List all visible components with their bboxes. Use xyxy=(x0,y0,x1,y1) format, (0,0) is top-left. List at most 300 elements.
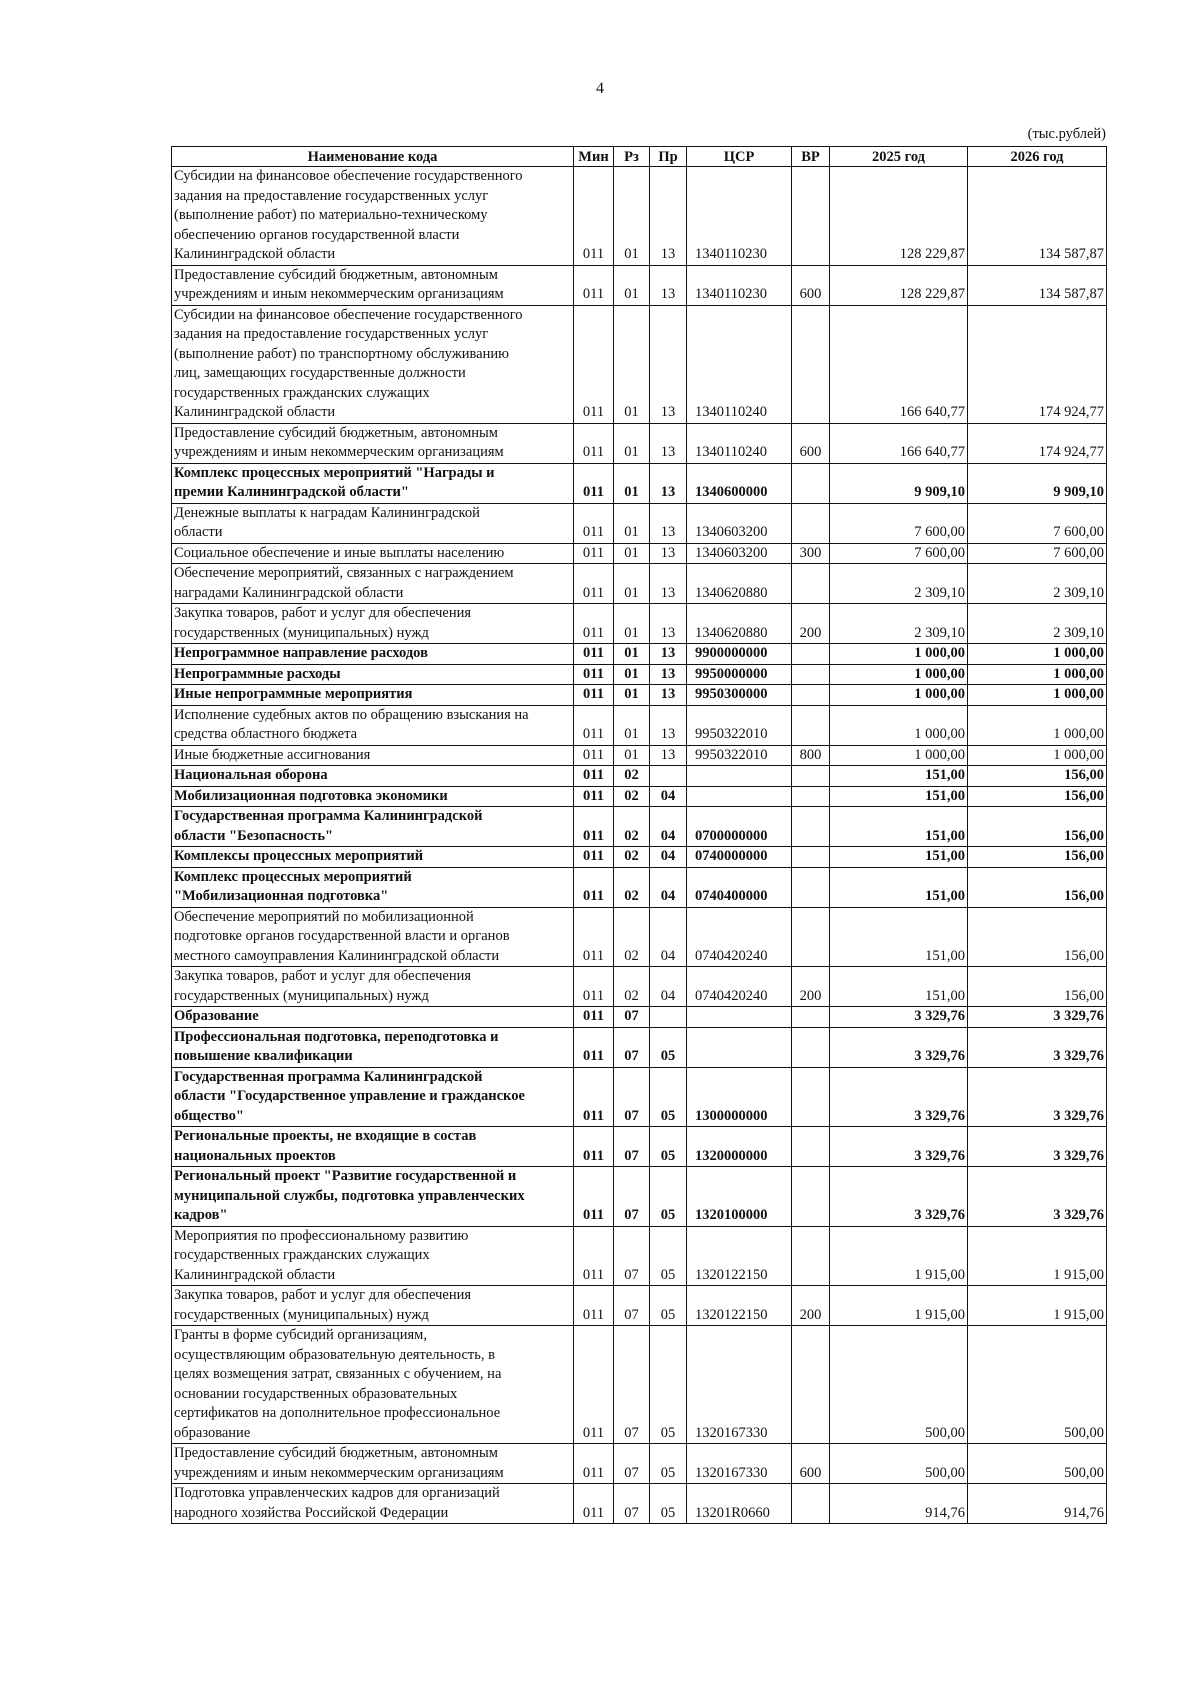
cell-csr: 9950322010 xyxy=(687,745,792,766)
cell-name xyxy=(172,1167,574,1227)
name-line: народного хозяйства Российской Федерации xyxy=(174,1504,449,1521)
cell-pr: 13 xyxy=(650,604,687,644)
cell-2026: 3 329,76 xyxy=(968,1007,1107,1028)
cell-vr xyxy=(792,664,830,685)
cell-2025: 3 329,76 xyxy=(830,1167,968,1227)
cell-name xyxy=(172,265,574,305)
cell-vr xyxy=(792,907,830,967)
table-row xyxy=(172,543,1107,564)
table-row xyxy=(172,664,1107,685)
cell-vr xyxy=(792,766,830,787)
cell-rz: 07 xyxy=(614,1484,650,1524)
cell-min: 011 xyxy=(574,1167,614,1227)
cell-name xyxy=(172,305,574,423)
name-line: государственных (муниципальных) нужд xyxy=(174,624,429,641)
cell-min: 011 xyxy=(574,1067,614,1127)
cell-2026: 134 587,87 xyxy=(968,265,1107,305)
name-line: учреждениям и иным некоммерческим организациям xyxy=(174,444,504,460)
name-line: учреждениям и иным некоммерческим организациям xyxy=(174,1464,504,1481)
header-row xyxy=(172,147,1107,167)
cell-pr: 13 xyxy=(650,745,687,766)
cell-csr xyxy=(687,766,792,787)
name-line: Исполнение судебных актов по обращению взыскания на xyxy=(174,706,529,723)
cell-pr: 05 xyxy=(650,1067,687,1127)
cell-2026: 134 587,87 xyxy=(968,167,1107,266)
cell-min: 011 xyxy=(574,1127,614,1167)
cell-vr xyxy=(792,1226,830,1286)
name-line: (выполнение работ) по транспортному обслуживанию xyxy=(174,345,509,362)
cell-csr: 1320000000 xyxy=(687,1127,792,1167)
name-line: средства областного бюджета xyxy=(174,726,358,742)
cell-2025: 914,76 xyxy=(830,1484,968,1524)
table-row xyxy=(172,423,1107,463)
name-line: Закупка товаров, работ и услуг для обеспечения xyxy=(174,968,472,984)
cell-2025: 151,00 xyxy=(830,807,968,847)
cell-rz: 01 xyxy=(614,685,650,706)
name-line: задания на предоставление государственных услуг xyxy=(174,187,489,204)
name-line: государственных гражданских служащих xyxy=(174,1247,430,1263)
cell-vr xyxy=(792,786,830,807)
cell-rz: 01 xyxy=(614,503,650,543)
cell-pr: 04 xyxy=(650,847,687,868)
cell-2026: 174 924,77 xyxy=(968,305,1107,423)
name-line: учреждениям и иным некоммерческим организациям xyxy=(174,286,504,302)
cell-rz: 01 xyxy=(614,745,650,766)
cell-pr: 13 xyxy=(650,685,687,706)
cell-rz: 01 xyxy=(614,463,650,503)
cell-2025: 151,00 xyxy=(830,967,968,1007)
cell-pr: 04 xyxy=(650,967,687,1007)
cell-rz: 07 xyxy=(614,1127,650,1167)
name-line: образование xyxy=(174,1424,251,1441)
cell-min: 011 xyxy=(574,847,614,868)
cell-name xyxy=(172,664,574,685)
name-line: наградами Калининградской области xyxy=(174,584,404,601)
cell-2025: 500,00 xyxy=(830,1326,968,1444)
table-row xyxy=(172,1027,1107,1067)
cell-min: 011 xyxy=(574,167,614,266)
cell-vr xyxy=(792,705,830,745)
header-name: Наименование кода xyxy=(172,147,574,167)
cell-pr: 13 xyxy=(650,664,687,685)
cell-name xyxy=(172,705,574,745)
name-line: области "Безопасность" xyxy=(174,827,334,844)
cell-min: 011 xyxy=(574,423,614,463)
header-2025: 2025 год xyxy=(830,147,968,167)
cell-name xyxy=(172,745,574,766)
cell-min: 011 xyxy=(574,644,614,665)
cell-pr: 05 xyxy=(650,1286,687,1326)
name-line: Калининградской области xyxy=(174,1266,336,1283)
cell-min: 011 xyxy=(574,705,614,745)
cell-csr: 1340600000 xyxy=(687,463,792,503)
name-line: Комплекс процессных мероприятий xyxy=(174,868,412,885)
cell-csr: 0740400000 xyxy=(687,867,792,907)
cell-pr: 13 xyxy=(650,543,687,564)
table-body xyxy=(172,167,1107,1524)
cell-pr: 05 xyxy=(650,1484,687,1524)
cell-name xyxy=(172,685,574,706)
cell-2025: 2 309,10 xyxy=(830,564,968,604)
name-line: "Мобилизационная подготовка" xyxy=(174,888,389,904)
name-line: Гранты в форме субсидий организациям, xyxy=(174,1327,427,1343)
cell-pr: 13 xyxy=(650,167,687,266)
name-line: Непрограммное направление расходов xyxy=(174,645,428,661)
name-line: Комплексы процессных мероприятий xyxy=(174,848,424,864)
cell-vr: 800 xyxy=(792,745,830,766)
cell-2026: 1 915,00 xyxy=(968,1286,1107,1326)
cell-pr: 05 xyxy=(650,1167,687,1227)
name-line: Предоставление субсидий бюджетным, автономным xyxy=(174,424,498,441)
cell-min: 011 xyxy=(574,543,614,564)
name-line: Национальная оборона xyxy=(174,767,328,783)
cell-vr xyxy=(792,1326,830,1444)
cell-2026: 174 924,77 xyxy=(968,423,1107,463)
cell-2025: 7 600,00 xyxy=(830,503,968,543)
cell-pr xyxy=(650,766,687,787)
name-line: целях возмещения затрат, связанных с обучением, на xyxy=(174,1366,502,1382)
cell-pr: 04 xyxy=(650,907,687,967)
cell-name xyxy=(172,1226,574,1286)
cell-pr: 13 xyxy=(650,564,687,604)
cell-min: 011 xyxy=(574,766,614,787)
table-row xyxy=(172,503,1107,543)
cell-name xyxy=(172,1067,574,1127)
cell-csr: 9900000000 xyxy=(687,644,792,665)
table-row xyxy=(172,685,1107,706)
name-line: Закупка товаров, работ и услуг для обеспечения xyxy=(174,605,472,621)
cell-rz: 02 xyxy=(614,786,650,807)
table-row xyxy=(172,604,1107,644)
cell-2025: 1 000,00 xyxy=(830,685,968,706)
cell-2025: 151,00 xyxy=(830,766,968,787)
name-line: осуществляющим образовательную деятельность, в xyxy=(174,1346,495,1363)
cell-csr: 1300000000 xyxy=(687,1067,792,1127)
cell-rz: 07 xyxy=(614,1067,650,1127)
cell-rz: 02 xyxy=(614,807,650,847)
cell-min: 011 xyxy=(574,1007,614,1028)
table-row xyxy=(172,463,1107,503)
name-line: Региональный проект "Развитие государственной и xyxy=(174,1168,517,1184)
table-row xyxy=(172,745,1107,766)
cell-min: 011 xyxy=(574,1226,614,1286)
cell-vr xyxy=(792,503,830,543)
cell-2026: 9 909,10 xyxy=(968,463,1107,503)
name-line: Обеспечение мероприятий, связанных с награждением xyxy=(174,565,514,581)
name-line: Образование xyxy=(174,1008,259,1024)
cell-csr: 1340110230 xyxy=(687,265,792,305)
header-pr: Пр xyxy=(650,147,687,167)
cell-rz: 07 xyxy=(614,1007,650,1028)
cell-vr xyxy=(792,1167,830,1227)
cell-vr xyxy=(792,167,830,266)
cell-2026: 914,76 xyxy=(968,1484,1107,1524)
name-line: Субсидии на финансовое обеспечение государственного xyxy=(174,168,523,184)
cell-csr: 1340620880 xyxy=(687,564,792,604)
name-line: общество" xyxy=(174,1107,244,1124)
cell-2025: 3 329,76 xyxy=(830,1067,968,1127)
cell-rz: 01 xyxy=(614,705,650,745)
name-line: Социальное обеспечение и иные выплаты населению xyxy=(174,544,505,561)
cell-name xyxy=(172,847,574,868)
cell-2025: 128 229,87 xyxy=(830,265,968,305)
cell-csr: 1320167330 xyxy=(687,1326,792,1444)
header-min: Мин xyxy=(574,147,614,167)
table-row xyxy=(172,1007,1107,1028)
table-row xyxy=(172,167,1107,266)
cell-csr xyxy=(687,1007,792,1028)
name-line: Обеспечение мероприятий по мобилизационной xyxy=(174,908,474,925)
cell-pr: 04 xyxy=(650,807,687,847)
cell-2025: 7 600,00 xyxy=(830,543,968,564)
cell-name xyxy=(172,907,574,967)
cell-rz: 07 xyxy=(614,1226,650,1286)
cell-pr: 13 xyxy=(650,265,687,305)
cell-2026: 156,00 xyxy=(968,847,1107,868)
cell-2026: 156,00 xyxy=(968,807,1107,847)
cell-pr: 13 xyxy=(650,503,687,543)
cell-rz: 07 xyxy=(614,1444,650,1484)
cell-2026: 500,00 xyxy=(968,1444,1107,1484)
table-row xyxy=(172,1286,1107,1326)
name-line: Непрограммные расходы xyxy=(174,665,341,682)
cell-csr: 9950322010 xyxy=(687,705,792,745)
cell-min: 011 xyxy=(574,807,614,847)
table-row xyxy=(172,867,1107,907)
cell-2026: 500,00 xyxy=(968,1326,1107,1444)
page-number: 4 xyxy=(596,80,604,97)
name-line: Государственная программа Калининградской xyxy=(174,808,483,824)
cell-2026: 3 329,76 xyxy=(968,1167,1107,1227)
cell-min: 011 xyxy=(574,463,614,503)
cell-pr xyxy=(650,1007,687,1028)
name-line: Иные непрограммные мероприятия xyxy=(174,686,413,702)
cell-vr xyxy=(792,564,830,604)
name-line: государственных (муниципальных) нужд xyxy=(174,987,429,1004)
budget-table xyxy=(171,146,1107,1524)
cell-name xyxy=(172,503,574,543)
cell-rz: 01 xyxy=(614,265,650,305)
name-line: Калининградской области xyxy=(174,404,336,420)
cell-2026: 156,00 xyxy=(968,766,1107,787)
cell-name xyxy=(172,1007,574,1028)
table-row xyxy=(172,807,1107,847)
cell-name xyxy=(172,463,574,503)
cell-2025: 166 640,77 xyxy=(830,305,968,423)
cell-rz: 07 xyxy=(614,1167,650,1227)
cell-2026: 1 000,00 xyxy=(968,685,1107,706)
cell-2025: 1 915,00 xyxy=(830,1286,968,1326)
name-line: обеспечению органов государственной власти xyxy=(174,226,460,243)
cell-2026: 3 329,76 xyxy=(968,1027,1107,1067)
cell-rz: 01 xyxy=(614,305,650,423)
header-rz: Рз xyxy=(614,147,650,167)
name-line: государственных гражданских служащих xyxy=(174,384,430,401)
cell-rz: 01 xyxy=(614,664,650,685)
cell-pr: 13 xyxy=(650,644,687,665)
cell-vr: 600 xyxy=(792,1444,830,1484)
name-line: Региональные проекты, не входящие в состав xyxy=(174,1128,477,1144)
name-line: области "Государственное управление и гражданское xyxy=(174,1088,525,1104)
cell-name xyxy=(172,644,574,665)
table-row xyxy=(172,265,1107,305)
cell-vr: 200 xyxy=(792,967,830,1007)
cell-csr: 1340620880 xyxy=(687,604,792,644)
cell-2025: 1 000,00 xyxy=(830,644,968,665)
cell-name xyxy=(172,543,574,564)
cell-pr: 04 xyxy=(650,786,687,807)
name-line: задания на предоставление государственных услуг xyxy=(174,326,489,342)
cell-2025: 3 329,76 xyxy=(830,1007,968,1028)
cell-min: 011 xyxy=(574,503,614,543)
cell-min: 011 xyxy=(574,907,614,967)
cell-pr: 05 xyxy=(650,1027,687,1067)
cell-csr: 1340110240 xyxy=(687,305,792,423)
unit-note: (тыс.рублей) xyxy=(1027,126,1106,142)
cell-2026: 1 000,00 xyxy=(968,745,1107,766)
name-line: сертификатов на дополнительное профессиональное xyxy=(174,1405,501,1421)
table-row xyxy=(172,305,1107,423)
cell-name xyxy=(172,1484,574,1524)
cell-name xyxy=(172,167,574,266)
table-row xyxy=(172,705,1107,745)
cell-2026: 1 000,00 xyxy=(968,705,1107,745)
cell-csr: 0740420240 xyxy=(687,907,792,967)
name-line: Предоставление субсидий бюджетным, автономным xyxy=(174,266,498,283)
name-line: Предоставление субсидий бюджетным, автономным xyxy=(174,1445,498,1461)
cell-2026: 156,00 xyxy=(968,907,1107,967)
table-row xyxy=(172,1127,1107,1167)
cell-2026: 156,00 xyxy=(968,867,1107,907)
cell-vr xyxy=(792,1027,830,1067)
name-line: муниципальной службы, подготовка управленческих xyxy=(174,1187,525,1204)
table-row xyxy=(172,1444,1107,1484)
cell-vr: 200 xyxy=(792,604,830,644)
cell-pr: 13 xyxy=(650,305,687,423)
cell-vr: 300 xyxy=(792,543,830,564)
cell-2026: 2 309,10 xyxy=(968,604,1107,644)
cell-min: 011 xyxy=(574,745,614,766)
cell-rz: 01 xyxy=(614,543,650,564)
name-line: Иные бюджетные ассигнования xyxy=(174,746,371,763)
cell-csr: 13201R0660 xyxy=(687,1484,792,1524)
table-row xyxy=(172,786,1107,807)
cell-vr xyxy=(792,463,830,503)
cell-rz: 01 xyxy=(614,644,650,665)
cell-name xyxy=(172,1444,574,1484)
cell-csr xyxy=(687,786,792,807)
cell-vr xyxy=(792,1007,830,1028)
name-line: повышение квалификации xyxy=(174,1048,353,1064)
cell-2025: 3 329,76 xyxy=(830,1127,968,1167)
header-csr: ЦСР xyxy=(687,147,792,167)
cell-2025: 1 915,00 xyxy=(830,1226,968,1286)
table-row xyxy=(172,644,1107,665)
cell-name xyxy=(172,967,574,1007)
cell-csr: 1320122150 xyxy=(687,1226,792,1286)
cell-name xyxy=(172,867,574,907)
cell-pr: 13 xyxy=(650,705,687,745)
cell-vr xyxy=(792,807,830,847)
cell-vr xyxy=(792,685,830,706)
cell-vr xyxy=(792,867,830,907)
cell-min: 011 xyxy=(574,604,614,644)
name-line: Мобилизационная подготовка экономики xyxy=(174,787,448,804)
name-line: основании государственных образовательных xyxy=(174,1385,458,1402)
name-line: местного самоуправления Калининградской области xyxy=(174,947,500,964)
cell-min: 011 xyxy=(574,1484,614,1524)
cell-name xyxy=(172,1326,574,1444)
cell-pr: 05 xyxy=(650,1444,687,1484)
cell-2025: 151,00 xyxy=(830,907,968,967)
cell-vr xyxy=(792,847,830,868)
name-line: премии Калининградской области" xyxy=(174,484,409,500)
table-row xyxy=(172,1226,1107,1286)
cell-rz: 02 xyxy=(614,907,650,967)
cell-pr: 13 xyxy=(650,423,687,463)
cell-csr: 0700000000 xyxy=(687,807,792,847)
cell-csr: 1320122150 xyxy=(687,1286,792,1326)
cell-vr xyxy=(792,1067,830,1127)
table-row xyxy=(172,1167,1107,1227)
cell-csr: 1340603200 xyxy=(687,543,792,564)
cell-2026: 1 000,00 xyxy=(968,644,1107,665)
cell-2025: 3 329,76 xyxy=(830,1027,968,1067)
cell-2026: 3 329,76 xyxy=(968,1067,1107,1127)
cell-min: 011 xyxy=(574,1326,614,1444)
name-line: Подготовка управленческих кадров для организаций xyxy=(174,1485,500,1501)
cell-vr xyxy=(792,305,830,423)
cell-min: 011 xyxy=(574,967,614,1007)
cell-2026: 2 309,10 xyxy=(968,564,1107,604)
cell-csr: 9950300000 xyxy=(687,685,792,706)
name-line: Комплекс процессных мероприятий "Награды и xyxy=(174,464,495,481)
name-line: области xyxy=(174,524,223,540)
cell-vr xyxy=(792,1484,830,1524)
cell-min: 011 xyxy=(574,1027,614,1067)
table-row xyxy=(172,967,1107,1007)
table-row xyxy=(172,1484,1107,1524)
cell-2025: 151,00 xyxy=(830,867,968,907)
cell-rz: 01 xyxy=(614,564,650,604)
cell-rz: 01 xyxy=(614,167,650,266)
cell-vr xyxy=(792,644,830,665)
cell-2026: 1 915,00 xyxy=(968,1226,1107,1286)
name-line: кадров" xyxy=(174,1207,228,1223)
cell-2025: 9 909,10 xyxy=(830,463,968,503)
table-row xyxy=(172,766,1107,787)
cell-csr: 1340110230 xyxy=(687,167,792,266)
cell-min: 011 xyxy=(574,564,614,604)
header-2026: 2026 год xyxy=(968,147,1107,167)
cell-csr: 1340603200 xyxy=(687,503,792,543)
cell-pr: 05 xyxy=(650,1326,687,1444)
cell-min: 011 xyxy=(574,664,614,685)
cell-pr: 13 xyxy=(650,463,687,503)
name-line: национальных проектов xyxy=(174,1147,336,1164)
cell-csr: 1320167330 xyxy=(687,1444,792,1484)
name-line: (выполнение работ) по материально-техническому xyxy=(174,207,488,223)
cell-name xyxy=(172,1286,574,1326)
cell-2025: 2 309,10 xyxy=(830,604,968,644)
name-line: лиц, замещающих государственные должности xyxy=(174,365,466,381)
name-line: Закупка товаров, работ и услуг для обеспечения xyxy=(174,1287,472,1303)
name-line: подготовке органов государственной власти и органов xyxy=(174,928,510,944)
cell-2025: 500,00 xyxy=(830,1444,968,1484)
cell-pr: 05 xyxy=(650,1127,687,1167)
cell-vr xyxy=(792,1127,830,1167)
table-row xyxy=(172,1326,1107,1444)
